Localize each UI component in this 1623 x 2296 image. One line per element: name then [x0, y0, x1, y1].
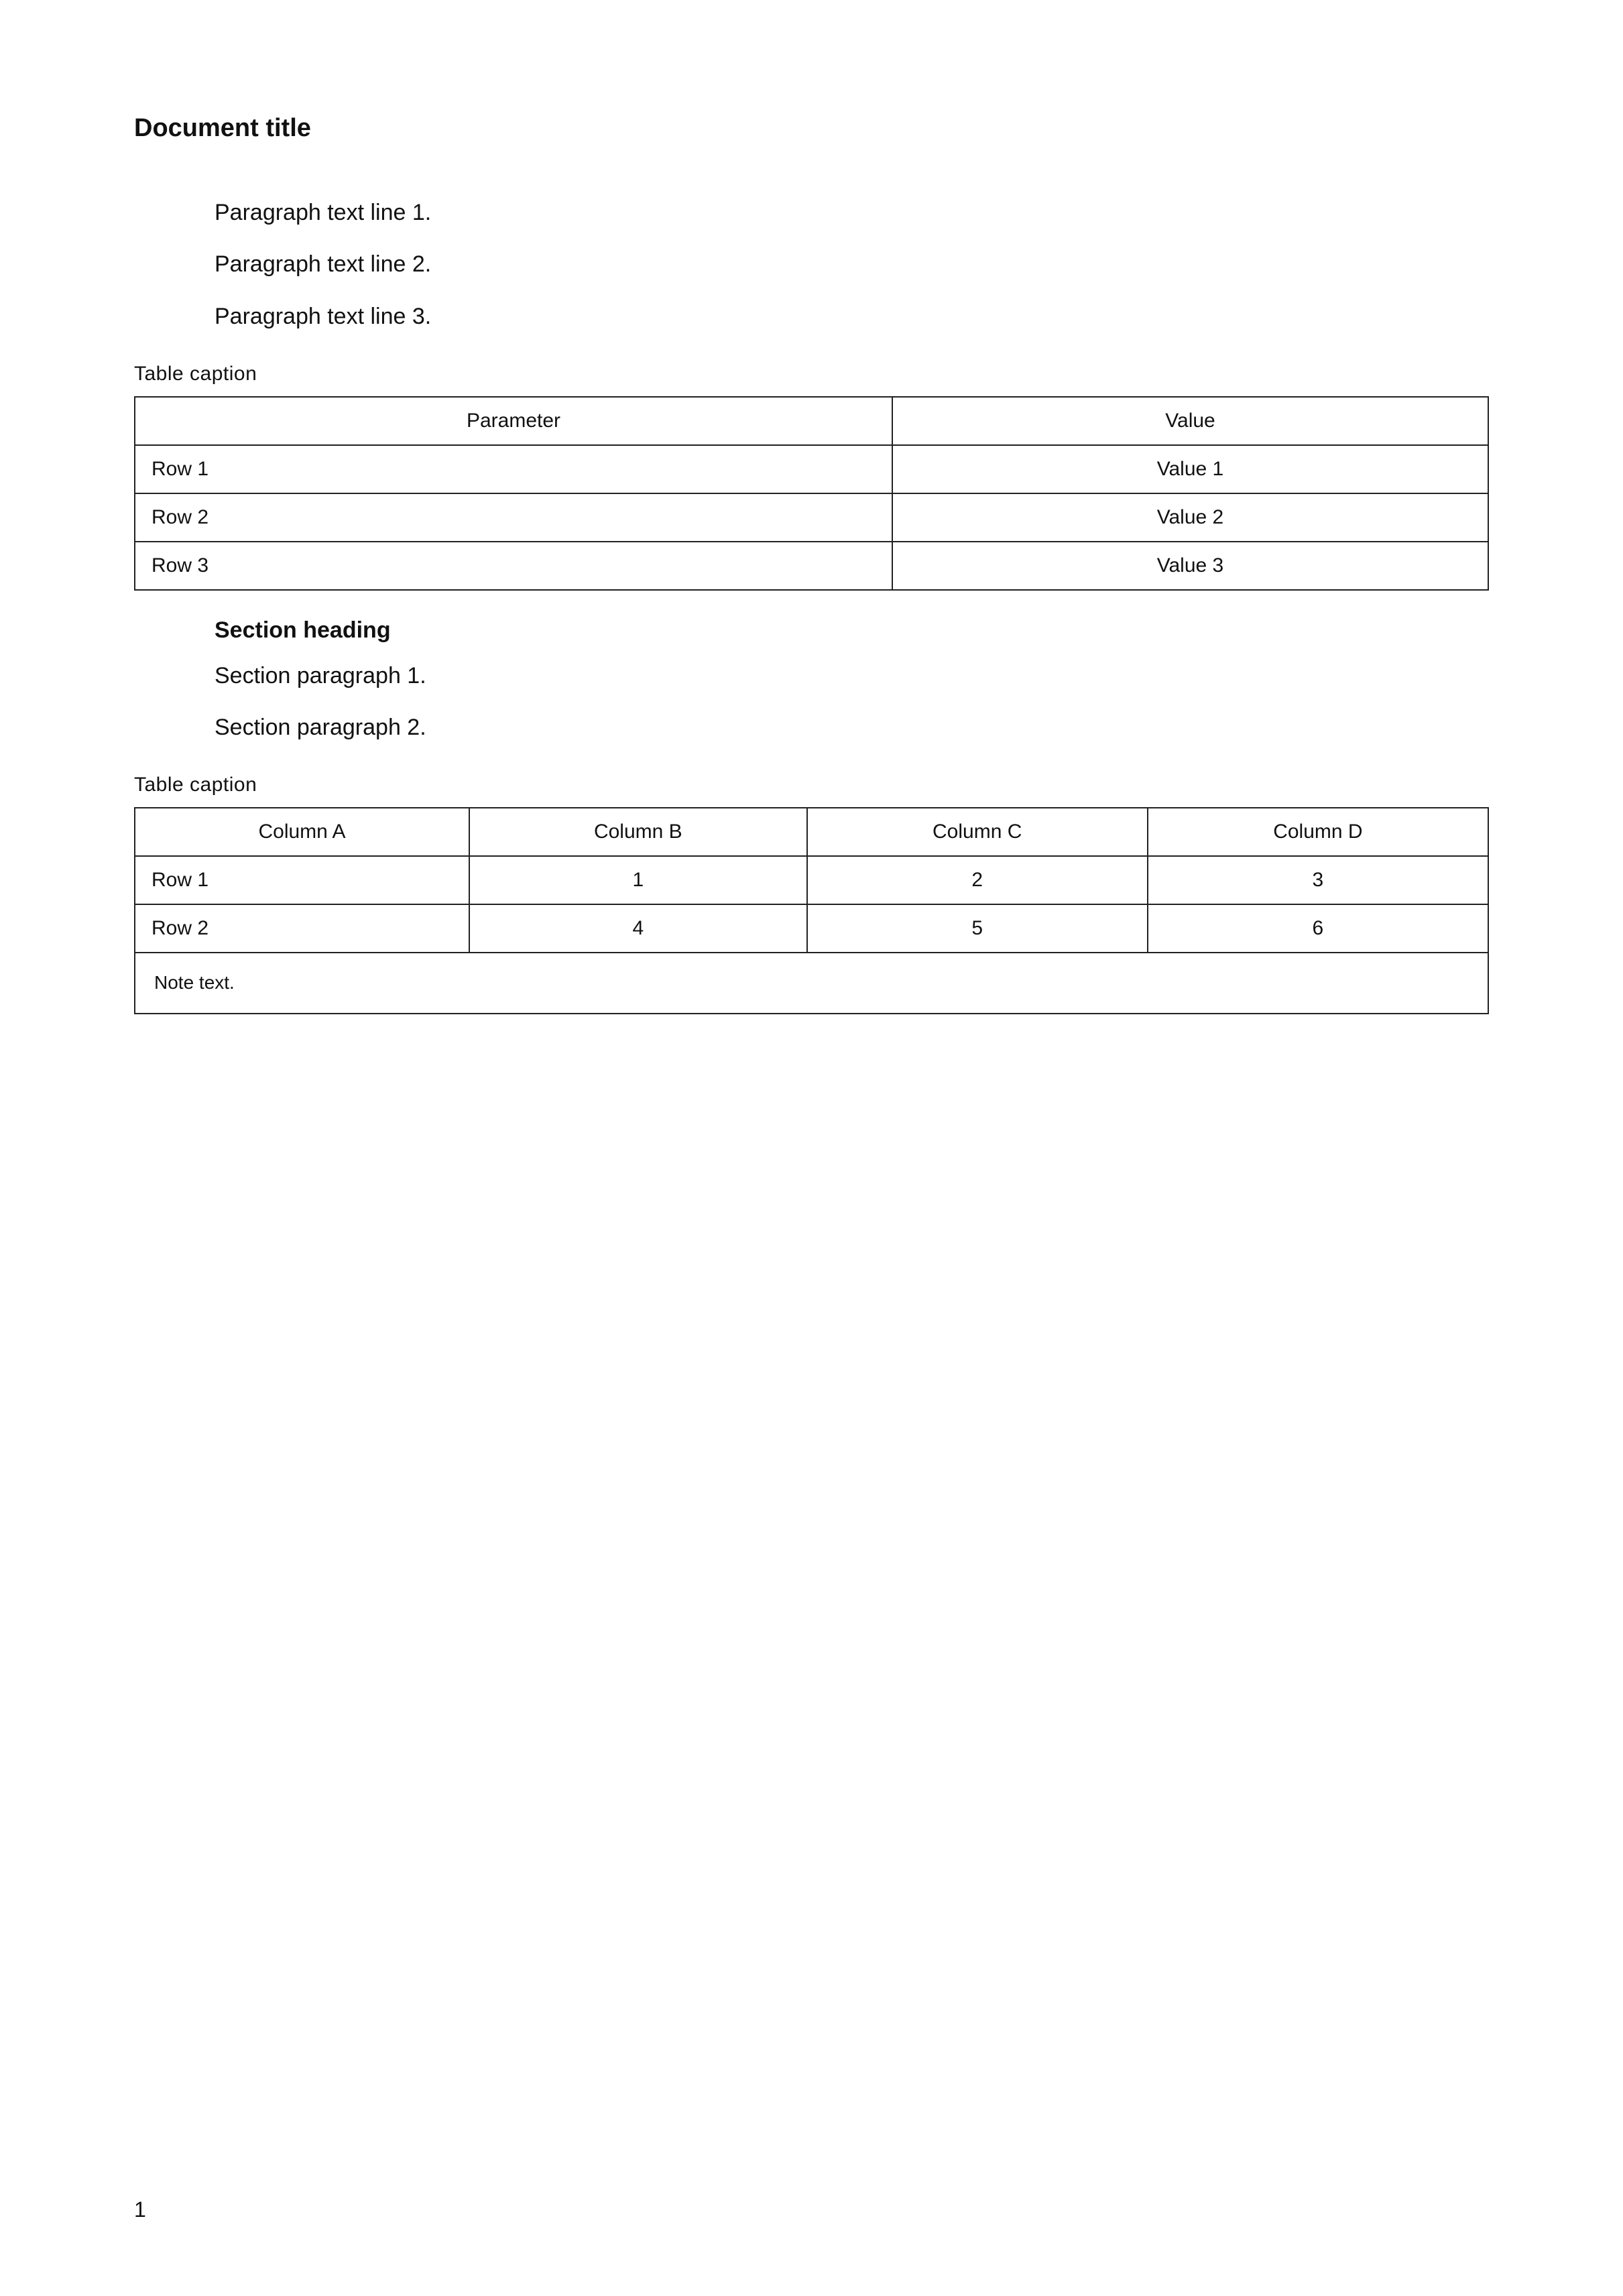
paragraph: Paragraph text line 3.	[215, 303, 432, 329]
table-row	[135, 904, 1488, 953]
table-note: Note text.	[134, 953, 1489, 1014]
table-cell: Row 2	[135, 493, 892, 542]
table-row	[135, 493, 1488, 542]
table-caption: Table caption	[134, 774, 257, 796]
table-cell: 1	[469, 856, 807, 904]
table-header-cell: Column B	[469, 808, 807, 856]
page-number: 1	[134, 2197, 146, 2222]
table-cell: 6	[1148, 904, 1488, 953]
table-row	[135, 856, 1488, 904]
table-row	[135, 445, 1488, 493]
table-cell: Value 3	[892, 542, 1488, 590]
table-cell: 2	[807, 856, 1148, 904]
table-cell: Row 2	[135, 904, 469, 953]
table-cell: Row 1	[135, 856, 469, 904]
table-header-cell: Column C	[807, 808, 1148, 856]
results-table	[134, 807, 1489, 953]
table-header-cell: Parameter	[135, 397, 892, 445]
table-row	[135, 542, 1488, 590]
table-cell: 5	[807, 904, 1148, 953]
table-cell: 4	[469, 904, 807, 953]
table-cell: Row 1	[135, 445, 892, 493]
section-heading: Section heading	[215, 617, 391, 643]
table-caption: Table caption	[134, 362, 257, 385]
table-cell: 3	[1148, 856, 1488, 904]
table-header-cell: Column A	[135, 808, 469, 856]
table-cell: Value 1	[892, 445, 1488, 493]
parameters-table	[134, 396, 1489, 591]
table-header-row	[135, 397, 1488, 445]
paragraph: Paragraph text line 1.	[215, 200, 432, 225]
table-header-cell: Column D	[1148, 808, 1488, 856]
paragraph: Section paragraph 1.	[215, 662, 426, 688]
paragraph: Section paragraph 2.	[215, 715, 426, 741]
paragraph: Paragraph text line 2.	[215, 251, 432, 278]
table-header-row	[135, 808, 1488, 856]
table-cell: Row 3	[135, 542, 892, 590]
document-header-title: Document title	[134, 114, 311, 142]
table-cell: Value 2	[892, 493, 1488, 542]
table-header-cell: Value	[892, 397, 1488, 445]
